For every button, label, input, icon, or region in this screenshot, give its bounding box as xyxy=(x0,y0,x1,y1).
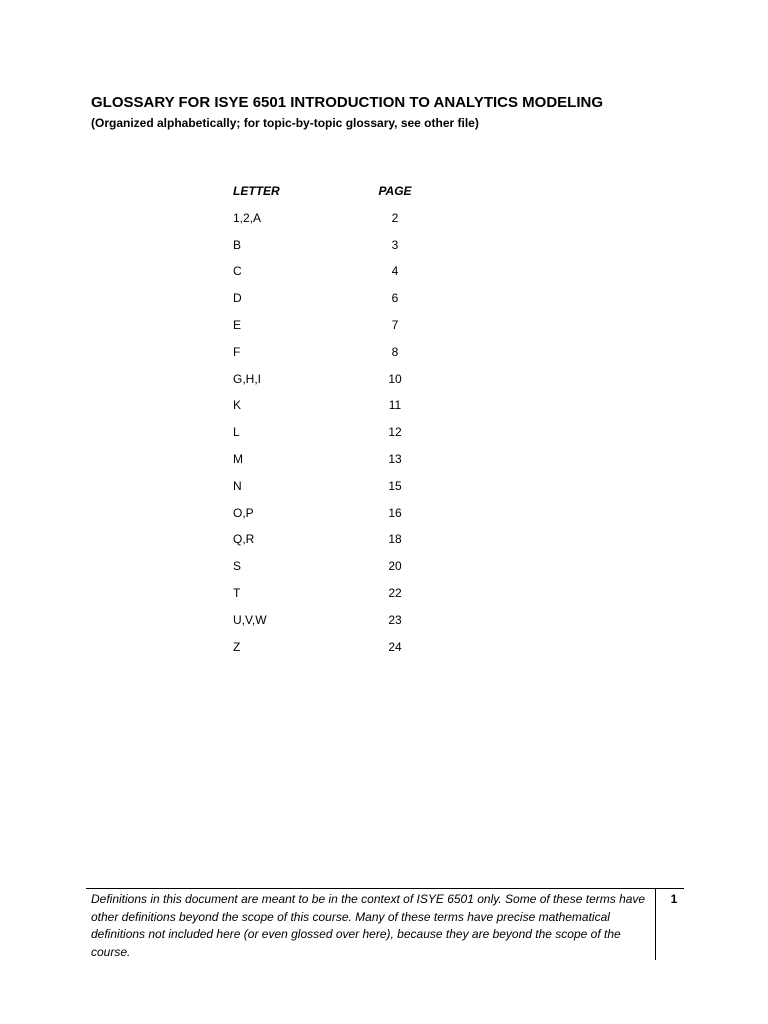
index-row xyxy=(233,318,433,345)
index-page: 4 xyxy=(391,264,399,279)
index-row xyxy=(233,238,433,265)
footer-disclaimer: Definitions in this document are meant to be in the context of ISYE 6501 only. Some of these terms have other definitions beyond the scope of this course. Many of these terms have precise mathematical definitions not included here (or even glossed over here), because they are beyond the scope of the course. xyxy=(91,892,646,959)
index-letter: N xyxy=(233,478,242,493)
index-letter: Z xyxy=(233,639,241,654)
index-letter: L xyxy=(233,425,240,440)
index-row xyxy=(233,479,433,506)
index-page: 12 xyxy=(388,425,402,440)
index-letter: T xyxy=(233,585,241,600)
index-page: 2 xyxy=(391,210,399,225)
index-letter: O,P xyxy=(233,505,254,520)
index-page: 20 xyxy=(388,559,402,574)
index-letter: C xyxy=(233,264,242,279)
index-page: 23 xyxy=(388,612,402,627)
index-letter: K xyxy=(233,398,242,413)
index-page: 24 xyxy=(388,639,402,654)
index-row xyxy=(233,640,433,667)
index-row xyxy=(233,506,433,533)
index-page: 8 xyxy=(391,344,399,359)
index-letter: M xyxy=(233,451,243,466)
index-letter: D xyxy=(233,291,242,306)
index-letter: G,H,I xyxy=(233,371,262,386)
index-page: 6 xyxy=(391,291,399,306)
index-letter: B xyxy=(233,237,242,252)
index-page: 15 xyxy=(388,478,402,493)
index-letter: U,V,W xyxy=(233,612,267,627)
index-page: 22 xyxy=(388,585,402,600)
letter-column-header: LETTER xyxy=(233,184,280,198)
index-letter: F xyxy=(233,344,241,359)
index-rows xyxy=(233,211,433,667)
index-row xyxy=(233,291,433,318)
index-page: 10 xyxy=(388,371,402,386)
index-page: 3 xyxy=(391,237,399,252)
index-letter: Q,R xyxy=(233,532,255,547)
index-row xyxy=(233,372,433,399)
index-row xyxy=(233,559,433,586)
footer-rule xyxy=(86,888,684,889)
letter-page-index xyxy=(233,184,433,666)
index-page: 18 xyxy=(388,532,402,547)
index-header-row xyxy=(233,184,433,211)
index-page: 13 xyxy=(388,451,402,466)
index-row xyxy=(233,398,433,425)
index-letter: S xyxy=(233,559,242,574)
index-row xyxy=(233,613,433,640)
index-row xyxy=(233,532,433,559)
index-page: 16 xyxy=(388,505,402,520)
index-page: 7 xyxy=(391,317,399,332)
index-letter: 1,2,A xyxy=(233,210,262,225)
index-row xyxy=(233,345,433,372)
page-title: GLOSSARY FOR ISYE 6501 INTRODUCTION TO ANALYTICS MODELING xyxy=(91,94,604,111)
index-row xyxy=(233,211,433,238)
index-page: 11 xyxy=(388,398,402,413)
page-column-header: PAGE xyxy=(378,184,412,198)
index-row xyxy=(233,425,433,452)
footer-divider xyxy=(655,888,656,960)
index-row xyxy=(233,452,433,479)
index-letter: E xyxy=(233,317,242,332)
page-number: 1 xyxy=(670,892,678,906)
index-row xyxy=(233,586,433,613)
index-row xyxy=(233,264,433,291)
page-subtitle: (Organized alphabetically; for topic-by-topic glossary, see other file) xyxy=(91,116,479,130)
